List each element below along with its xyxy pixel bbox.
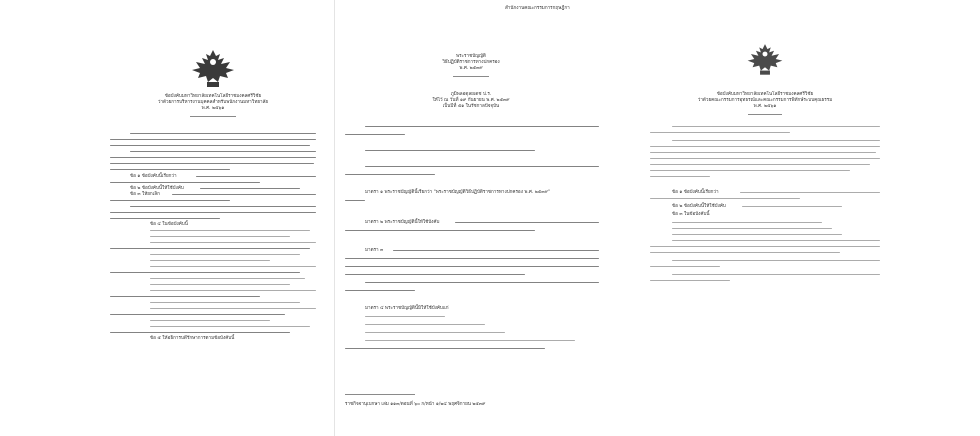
- header-line-1: ข้อบังคับมหาวิทยาลัยเทคโนโลยีราชมงคลศรีวิชัย: [716, 92, 814, 97]
- title-divider: [453, 76, 489, 77]
- clause-2: ข้อ ๒ ข้อบังคับนี้ให้ใช้บังคับ: [672, 204, 726, 209]
- header-divider: [748, 114, 782, 115]
- section-1: มาตรา ๑ พระราชบัญญัตินี้เรียกว่า "พระราชบัญญัติวิธีปฏิบัติราชการทางปกครอง พ.ศ. ๒๕๓๙": [365, 190, 550, 195]
- clause-5: ข้อ ๕ ให้อธิการบดีรักษาการตามข้อบังคับนี้: [150, 336, 235, 341]
- header-line-3: พ.ศ. ๒๕๖๑: [753, 104, 777, 109]
- section-4: มาตรา ๔ พระราชบัญญัตินี้มิให้ใช้บังคับแก่: [365, 306, 449, 311]
- footnote: ราชกิจจานุเบกษา เล่ม ๑๑๓/ตอนที่ ๖๐ ก/หน้า ๑/๒๔ พฤศจิกายน ๒๕๓๙: [345, 402, 486, 407]
- header-line-2: ว่าด้วยคณะกรรมการอุทธรณ์และคณะกรรมการพิทักษ์ระบบคุณธรรม: [697, 98, 833, 103]
- king-line-1: ภูมิพลอดุลยเดช ป.ร.: [450, 92, 492, 97]
- king-line-3: เป็นปีที่ ๕๑ ในรัชกาลปัจจุบัน: [442, 104, 500, 109]
- header-line-1: ข้อบังคับมหาวิทยาลัยเทคโนโลยีราชมงคลศรีวิชัย: [164, 94, 262, 99]
- act-title-line-2: วิธีปฏิบัติราชการทางปกครอง: [442, 60, 500, 65]
- clause-1: ข้อ ๑ ข้อบังคับนี้เรียกว่า: [130, 174, 177, 179]
- king-line-2: ให้ไว้ ณ วันที่ ๑๙ กันยายน พ.ศ. ๒๕๓๙: [432, 98, 510, 103]
- header-line-3: พ.ศ. ๒๕๖๑: [201, 106, 225, 111]
- clause-2: ข้อ ๒ ข้อบังคับนี้ให้ใช้บังคับ: [130, 186, 184, 191]
- act-title-line-1: พระราชบัญญัติ: [456, 54, 486, 59]
- document-page-right: [650, 0, 880, 436]
- garuda-emblem-icon: [190, 46, 236, 90]
- clause-3: ข้อ ๓ ในข้อบังคับนี้: [672, 212, 710, 217]
- document-page-left: [110, 0, 316, 436]
- header-line-2: ว่าด้วยการบริหารงานบุคคลสำหรับพนักงานมหาวิทยาลัย: [157, 100, 269, 105]
- header-divider: [190, 116, 236, 117]
- clause-4: ข้อ ๔ ในข้อบังคับนี้: [150, 222, 188, 227]
- footnote-divider: [345, 394, 415, 395]
- section-3: มาตรา ๓: [365, 248, 384, 253]
- section-2: มาตรา ๒ พระราชบัญญัตินี้ให้ใช้บังคับ: [365, 220, 440, 225]
- clause-3: ข้อ ๓ ให้ยกเลิก: [130, 192, 160, 197]
- top-right-note: สำนักงานคณะกรรมการกฤษฎีกา: [505, 6, 570, 11]
- act-title-line-3: พ.ศ. ๒๕๓๙: [459, 66, 483, 71]
- clause-1: ข้อ ๑ ข้อบังคับนี้เรียกว่า: [672, 190, 719, 195]
- document-page-middle: [334, 0, 607, 436]
- garuda-emblem-icon: [746, 40, 784, 78]
